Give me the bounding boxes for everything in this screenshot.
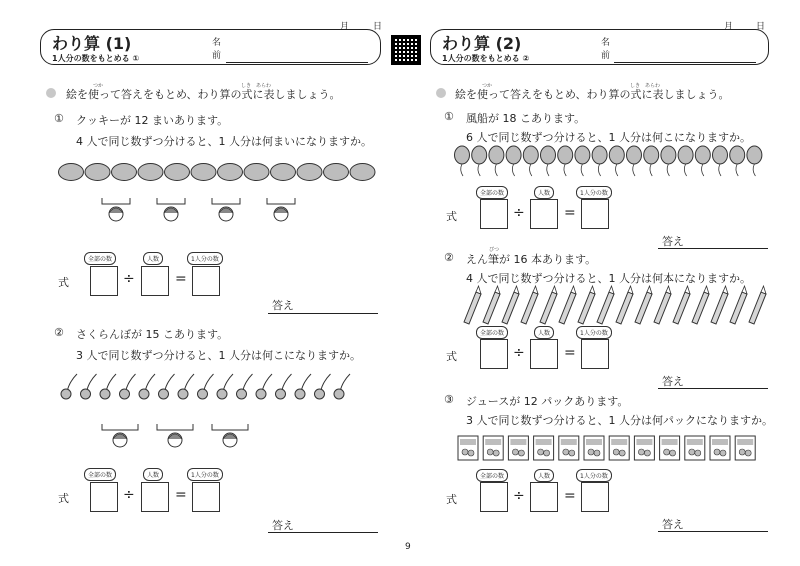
tag-per-person: 1人分の数	[576, 186, 612, 199]
juice-label	[636, 439, 652, 445]
problem-number: ①	[444, 110, 454, 123]
juice-label	[611, 439, 627, 445]
fruit-icon	[544, 450, 550, 456]
divide-sign: ÷	[513, 205, 525, 221]
people-input-box[interactable]	[530, 482, 558, 512]
ruby-tsuka: つか	[482, 83, 493, 89]
problem-line1: 風船が 18 こあります。	[466, 112, 586, 125]
problem-number: ①	[54, 112, 64, 125]
fruit-icon	[588, 449, 594, 455]
tag-total: 全部の数	[84, 468, 116, 481]
problem-number: ③	[444, 393, 454, 406]
juice-label	[561, 439, 577, 445]
shiki-label: 式	[446, 493, 457, 506]
date-day-label: 日	[373, 22, 383, 32]
name-label: 名前	[601, 38, 611, 61]
fruit-icon	[695, 450, 701, 456]
page-subtitle: 1人分の数をもとめる ①	[52, 54, 140, 63]
tag-people: 人数	[534, 326, 554, 339]
fruit-icon	[594, 450, 600, 456]
equals-sign: =	[175, 487, 187, 503]
ruby-arawa: あらわ	[645, 83, 661, 89]
problem-line1: クッキーが 12 まいあります。	[76, 114, 229, 127]
shiki-label: 式	[58, 276, 69, 289]
juice-label	[737, 439, 753, 445]
fruit-icon	[563, 449, 569, 455]
date-day-label: 日	[756, 22, 766, 32]
tag-total: 全部の数	[476, 186, 508, 199]
instruction-text: 絵を使って答えをもとめ、わり算の式に表しましょう。	[455, 88, 730, 101]
divide-sign: ÷	[123, 487, 135, 503]
divide-sign: ÷	[513, 488, 525, 504]
date-month-label: 月	[340, 22, 350, 32]
answer-label: 答え	[662, 375, 684, 388]
divide-sign: ÷	[513, 345, 525, 361]
fruit-icon	[569, 450, 575, 456]
fruit-icon	[462, 449, 468, 455]
tag-total: 全部の数	[84, 252, 116, 265]
fruit-icon	[512, 449, 518, 455]
fruit-icon	[493, 450, 499, 456]
fruit-icon	[518, 450, 524, 456]
fruit-icon	[538, 449, 544, 455]
answer-label: 答え	[662, 518, 684, 531]
problem-number: ②	[444, 251, 454, 264]
name-label: 名前	[212, 38, 222, 61]
shiki-label: 式	[58, 492, 69, 505]
answer-label: 答え	[662, 235, 684, 248]
juice-label	[687, 439, 703, 445]
equals-sign: =	[175, 271, 187, 287]
fruit-icon	[664, 449, 670, 455]
fruit-icon	[619, 450, 625, 456]
fruit-icon	[487, 449, 493, 455]
answer-label: 答え	[272, 519, 294, 532]
page-subtitle: 1人分の数をもとめる ②	[442, 54, 530, 63]
problem-line2: 4 人で同じ数ずつ分けると、1 人分は何本になりますか。	[466, 272, 751, 285]
problem-line1: ジュースが 12 パックあります。	[466, 395, 629, 408]
fruit-icon	[739, 449, 745, 455]
tag-people: 人数	[534, 469, 554, 482]
tag-people: 人数	[143, 468, 163, 481]
problem-line2: 6 人で同じ数ずつ分けると、1 人分は何こになりますか。	[466, 131, 751, 144]
answer-line[interactable]	[658, 531, 768, 532]
fruit-icon	[638, 449, 644, 455]
total-input-box[interactable]	[480, 482, 508, 512]
date-month-label: 月	[724, 22, 734, 32]
equals-sign: =	[564, 205, 576, 221]
equals-sign: =	[564, 345, 576, 361]
ruby-arawa: あらわ	[256, 83, 272, 89]
instruction-text: 絵を使って答えをもとめ、わり算の式に表しましょう。	[66, 88, 341, 101]
tag-per-person: 1人分の数	[576, 326, 612, 339]
fruit-icon	[720, 450, 726, 456]
page-number: 9	[405, 542, 411, 552]
tag-per-person: 1人分の数	[576, 469, 612, 482]
juice-label	[460, 439, 476, 445]
fruit-icon	[644, 450, 650, 456]
divide-sign: ÷	[123, 271, 135, 287]
juice-label	[712, 439, 728, 445]
ruby-tsuka: つか	[93, 83, 104, 89]
fruit-icon	[670, 450, 676, 456]
problem-line1: えん筆が 16 本あります。	[466, 253, 597, 266]
tag-people: 人数	[143, 252, 163, 265]
fruit-icon	[745, 450, 751, 456]
problem-line2: 3 人で同じ数ずつ分けると、1 人分は何パックになりますか。	[466, 414, 773, 427]
tag-per-person: 1人分の数	[187, 468, 223, 481]
juice-label	[510, 439, 526, 445]
juice-label	[536, 439, 552, 445]
tag-per-person: 1人分の数	[187, 252, 223, 265]
juice-label	[586, 439, 602, 445]
tag-people: 人数	[534, 186, 554, 199]
page-title: わり算 (2)	[442, 34, 522, 53]
problem-line2: 3 人で同じ数ずつ分けると、1 人分は何こになりますか。	[76, 349, 361, 362]
shiki-label: 式	[446, 210, 457, 223]
ruby-shiki: しき	[241, 83, 252, 89]
fruit-icon	[468, 450, 474, 456]
per-person-input-box[interactable]	[581, 482, 609, 512]
fruit-icon	[714, 449, 720, 455]
answer-label: 答え	[272, 299, 294, 312]
fruit-icon	[613, 449, 619, 455]
juice-label	[662, 439, 678, 445]
ruby-shiki: しき	[630, 83, 641, 89]
problem-line1: さくらんぼが 15 こあります。	[76, 328, 229, 341]
problem-number: ②	[54, 326, 64, 339]
tag-total: 全部の数	[476, 326, 508, 339]
juice-label	[485, 439, 501, 445]
tag-total: 全部の数	[476, 469, 508, 482]
fruit-icon	[689, 449, 695, 455]
equals-sign: =	[564, 488, 576, 504]
page-title: わり算 (1)	[52, 34, 132, 53]
shiki-label: 式	[446, 350, 457, 363]
ruby-pitsu: ぴつ	[489, 247, 500, 253]
problem-line2: 4 人で同じ数ずつ分けると、1 人分は何まいになりますか。	[76, 135, 372, 148]
